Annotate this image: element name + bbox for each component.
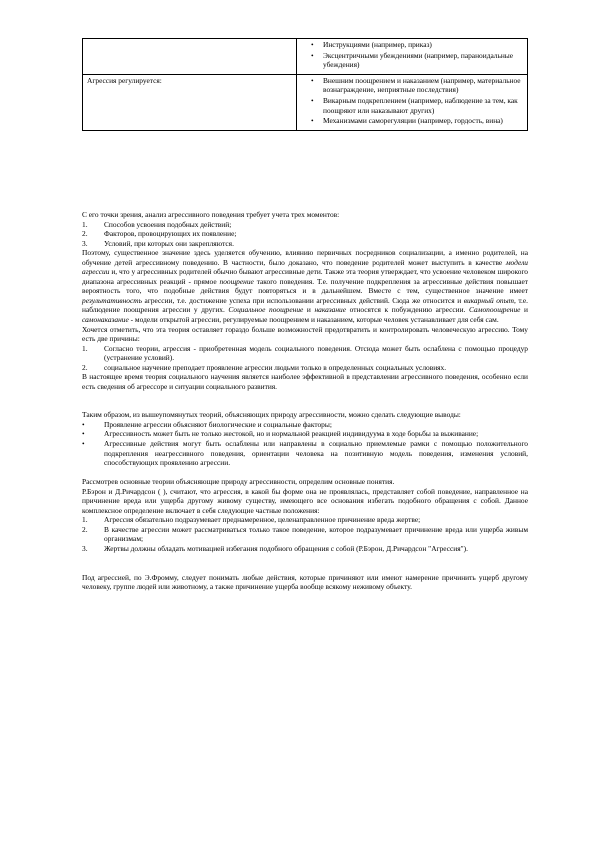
paragraph: Р.Бэрон и Д.Ричардсон ( ), считают, что агрессия, в какой бы форме она не проявлялась, представляет собой поведение, направленное на причинение вреда или ущерба другому живому существу, имеющего все основания избегать подобного обращения с собой. Данное комплексное определение включает в себя следующие частные положения: (82, 486, 528, 515)
bullet-icon: • (82, 439, 85, 449)
text-run: Поэтому, существенное значение здесь уделяется обучению, влиянию первичных посредников социализации, а именно родителей, на обучение детей агрессивному поведению. В частности, было доказано, что поведение родителей может выступить в качестве (82, 248, 528, 267)
item-number: 1. (82, 219, 88, 229)
bullet-item (82, 420, 528, 430)
text-run: и (303, 305, 315, 315)
bullet-list (301, 76, 523, 126)
numbered-item (82, 525, 528, 544)
table-row (83, 39, 528, 75)
list-item: • Механизмами саморегуляции (например, гордость, вина) (323, 116, 523, 126)
table-cell-right (297, 74, 528, 130)
text-run: агрессии, т.е. достижение успеха при использовании агрессивных действий. Сюда же относится и (142, 295, 464, 305)
text-run: и, что у агрессивных родителей обычно бывают агрессивные дети. Также эта теория утверждает, что усвоение человеком широкого диапазона агрессивных реакций - прямое (82, 267, 528, 286)
text-run: и (520, 305, 528, 315)
item-number: 2. (82, 362, 88, 372)
numbered-item (82, 515, 528, 525)
item-number: 1. (82, 515, 88, 525)
text-run: - модели открытой агрессии, регулируемые поощрением и наказанием, которые человек устанавливает для себя сам. (128, 315, 499, 325)
numbered-item (82, 544, 528, 554)
emphasis: наказание (314, 305, 347, 315)
bullet-item (82, 429, 528, 439)
item-number: 1. (82, 343, 88, 353)
list-item: • Инструкциями (например, приказ) (323, 40, 523, 50)
emphasis: Самопоощрение (469, 305, 521, 315)
item-text: Жертвы должны обладать мотивацией избегания подобного обращения с собой (Р.Бэрон, Д.Ричардсон "Агрессия"). (104, 544, 468, 553)
list-item: • Эксцентричными убеждениями (например, параноидальные убеждения) (323, 51, 523, 70)
item-text: Агрессивные действия могут быть ослаблены или направлены в социально приемлемые рамки с помощью положительного подкрепления неагрессивного поведения, ориентации человека на позитивную модель поведения, изменения условий, способствующих проявлению агрессии. (104, 439, 528, 468)
item-text: Условий, при которых они закрепляются. (104, 238, 234, 248)
paragraph: Хочется отметить, что эта теория оставляет гораздо больше возможностей предотвратить и контролировать человеческую агрессию. Тому есть две причины: (82, 324, 528, 344)
list-item: • Викарным подкреплением (например, наблюдение за тем, как поощряют или наказывают других) (323, 96, 523, 115)
emphasis: модели агрессии (82, 257, 528, 277)
emphasis: поощрение (219, 276, 254, 286)
paragraph: Таким образом, из вышеупомянутых теорий, объясняющих природу агрессивности, можно сделать следующие выводы: (82, 410, 461, 420)
text-run: , т.е. наблюдение поощрения агрессии у других. (82, 295, 528, 315)
emphasis: викарный опыт (463, 295, 514, 305)
text-run: относятся к побуждению агрессии. (346, 305, 470, 315)
item-text: В качестве агрессии может рассматриваться только такое поведение, которое подразумевает причинение вреда или ущерба живым организмам; (104, 524, 528, 544)
bullet-icon: • (82, 419, 85, 429)
item-number: 3. (82, 544, 88, 553)
list-item: • Внешним поощрением и наказанием (например, материальное вознаграждение, неприятные последствия) (323, 76, 523, 95)
item-text: Агрессия обязательно подразумевает преднамеренное, целенаправленное причинение вреда жертве; (104, 515, 421, 525)
document-body (82, 210, 528, 592)
bullet-list (301, 40, 523, 70)
bullet-icon: • (82, 429, 85, 439)
item-number: 2. (82, 229, 88, 239)
table-cell-left: Агрессия регулируется: (83, 74, 297, 130)
table-cell-right (297, 39, 528, 75)
emphasis: самонаказание (82, 315, 129, 325)
item-text: Способов усвоения подобных действий; (104, 219, 232, 229)
table-cell-left (83, 39, 297, 75)
numbered-item (82, 229, 528, 239)
intro-paragraph: С его точки зрения, анализ агрессивного поведения требует учета трех моментов: (82, 210, 340, 219)
text-run: такого поведения. Т.е. получение подкрепления за агрессивные действия повышает вероятность того, что подобные действия будут повторяться и в дальнейшем. Вместе с тем, существенное значение имеет (82, 276, 528, 296)
table-row (83, 74, 528, 130)
numbered-item (82, 363, 528, 373)
paragraph: Под агрессией, по Э.Фромму, следует понимать любые действия, которые причиняют или имеют намерение причинить ущерб другому человеку, группе людей или животному, а также причинение ущерба вообще всякому неживому объекту. (82, 572, 528, 592)
paragraph (82, 248, 528, 324)
item-text: Агрессивность может быть не только жестокой, но и нормальной реакцией индивидуума в ходе борьбы за выживание; (104, 429, 479, 439)
item-number: 3. (82, 238, 88, 248)
aggression-table (82, 38, 528, 131)
item-text: социальное научение преподает проявление агрессии людьми только в определенных социальных условиях. (104, 362, 447, 372)
item-text: Согласно теории, агрессия - приобретенная модель социального поведения. Отсюда может быть ослаблена с помощью процедур (устранение условий). (104, 343, 528, 363)
paragraph: Рассмотрев основные теории объясняющие природу агрессивности, определим основные понятия. (82, 477, 395, 487)
item-text: Факторов, провоцирующих их появление; (104, 229, 237, 239)
numbered-item (82, 344, 528, 363)
numbered-item (82, 220, 528, 230)
paragraph: В настоящее время теория социального научения является наиболее эффективной в представлении агрессивного поведения, особенно если есть сведения об агрессоре и ситуации социального развития. (82, 372, 528, 391)
emphasis: результативность (82, 295, 142, 305)
item-text: Проявление агрессии объясняют биологические и социальные факторы; (104, 419, 332, 429)
bullet-item (82, 439, 528, 468)
item-number: 2. (82, 524, 88, 534)
emphasis: Социальное поощрение (228, 305, 304, 315)
numbered-item (82, 239, 528, 249)
